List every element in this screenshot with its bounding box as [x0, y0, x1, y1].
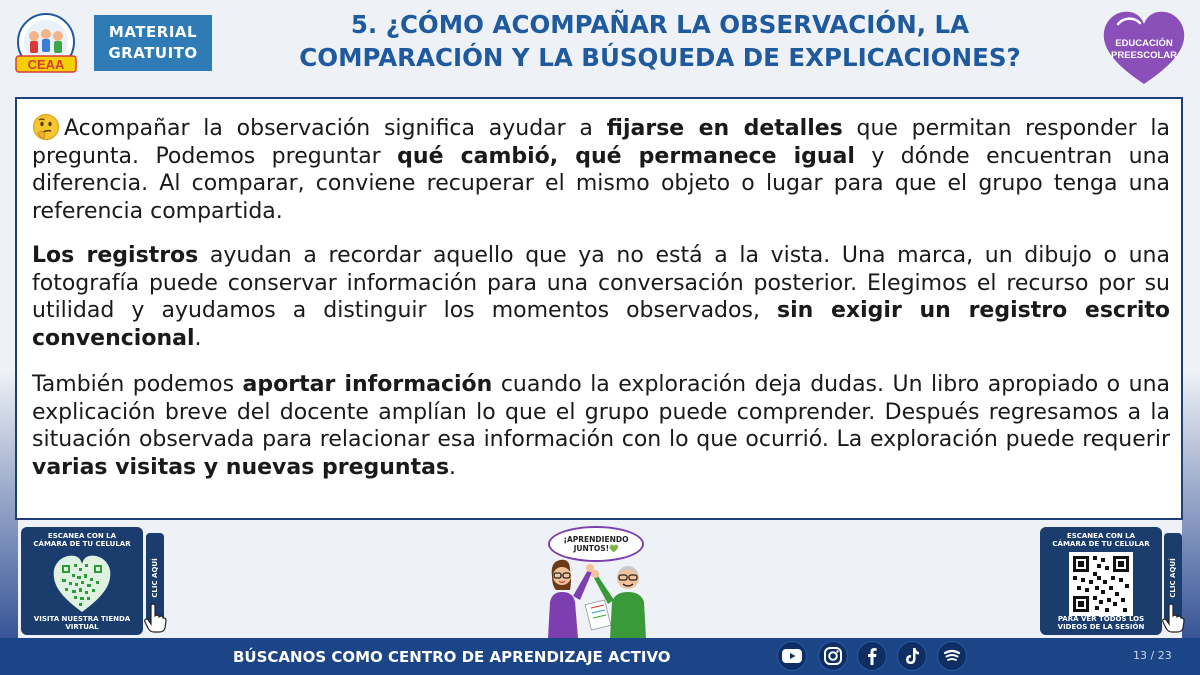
pointing-hand-icon	[1161, 603, 1185, 633]
text-run: ayudan a recordar aquello que ya no está a la vista. Una marca, un dibujo o una fotografía puede conservar información para una conversación posterior. Elegimos el recurso por su utilidad y ayudamos a distinguir los momentos observados,	[32, 243, 1170, 323]
tiktok-link[interactable]	[897, 641, 927, 671]
qr-left-bottom-line-2: VIRTUAL	[65, 623, 99, 631]
text-run: cuando la exploración deja dudas. Un libro apropiado o una explicación breve del docente amplían lo que el grupo puede comprender. Después regresamos a la situación observada para relacionar esa información con lo que ocurrió. La exploración puede requerir	[32, 372, 1171, 452]
qr-right-caption-top	[1044, 532, 1158, 548]
qr-left-top-line-1: ESCANEA CON LA	[47, 532, 117, 540]
thinking-face-icon	[32, 113, 60, 141]
ceaa-logo	[12, 12, 80, 76]
speech-line-1: ¡APRENDIENDO	[563, 535, 629, 544]
heart-qr-code[interactable]	[50, 552, 114, 616]
qr-left-caption-top	[25, 532, 139, 548]
free-material-badge	[94, 15, 212, 71]
heart-line-2: PREESCOLAR	[1111, 50, 1177, 61]
podcast-link[interactable]	[937, 641, 967, 671]
text-run: que permitan responder la pregunta. Podemos preguntar	[32, 116, 1170, 169]
store-qr-card[interactable]	[21, 527, 143, 635]
click-here-label: CLIC AQUÍ	[151, 558, 159, 598]
title-line-1: 5. ¿CÓMO ACOMPAÑAR LA OBSERVACIÓN, LA	[350, 10, 970, 39]
podcast-icon	[941, 645, 963, 667]
videos-qr-code[interactable]	[1069, 552, 1133, 616]
page-number: 13 / 23	[1133, 649, 1172, 662]
bold-phrase: varias visitas y nuevas preguntas	[32, 454, 450, 480]
speech-line-2: JUNTOS!💚	[573, 544, 619, 553]
instagram-link[interactable]	[818, 641, 848, 671]
youtube-icon	[781, 645, 803, 667]
paragraph-information	[32, 371, 1170, 481]
page-title	[230, 8, 1090, 74]
preschool-heart-badge	[1100, 8, 1188, 88]
content-card	[15, 97, 1183, 520]
qr-left-top-line-2: CÁMARA DE TU CELULAR	[33, 540, 131, 548]
text-run: .	[194, 325, 202, 351]
qr-right-top-line-1: ESCANEA CON LA	[1066, 532, 1136, 540]
paragraph-observation	[32, 113, 1170, 225]
heart-line-1: EDUCACIÓN	[1115, 38, 1173, 49]
text-run: .	[449, 454, 457, 480]
bold-phrase: sin exigir un registro escrito convencional	[32, 298, 1170, 351]
qr-left-bottom-line-1: VISITA NUESTRA TIENDA	[33, 615, 131, 623]
qr-right-top-line-2: CÁMARA DE TU CELULAR	[1052, 540, 1150, 548]
click-here-label: CLIC AQUÍ	[1169, 558, 1177, 598]
logo-text: CEAA	[27, 57, 65, 72]
facebook-link[interactable]	[857, 641, 887, 671]
text-run: También podemos	[32, 372, 243, 397]
instagram-icon	[822, 645, 844, 667]
text-run: Acompañar la observación significa ayudar a	[64, 116, 607, 141]
badge-line-2: GRATUITO	[108, 44, 198, 62]
teachers-illustration	[540, 556, 660, 638]
youtube-link[interactable]	[777, 641, 807, 671]
videos-qr-card[interactable]	[1040, 527, 1162, 635]
qr-right-bottom-line-2: VIDEOS DE LA SESIÓN	[1057, 623, 1145, 631]
footer-slogan: BÚSCANOS COMO CENTRO DE APRENDIZAJE ACTIVO	[233, 648, 671, 666]
paragraph-records	[32, 242, 1170, 352]
bold-phrase: aportar información	[242, 372, 493, 397]
tiktok-icon	[901, 645, 923, 667]
pointing-hand-icon	[143, 603, 167, 633]
bold-phrase: Los registros	[32, 243, 199, 268]
right-edge-decoration	[1182, 0, 1200, 675]
qr-right-bottom-line-1: PARA VER TODOS LOS	[1057, 615, 1145, 623]
bold-phrase: qué cambió, qué permanece igual	[397, 143, 855, 169]
qr-left-caption-bottom	[25, 615, 139, 631]
title-line-2: COMPARACIÓN Y LA BÚSQUEDA DE EXPLICACIONES?	[299, 43, 1021, 72]
bold-phrase: fijarse en detalles	[606, 116, 843, 141]
text-run: y dónde encuentran una diferencia. Al comparar, conviene recuperar el mismo objeto o lugar para que el grupo tenga una referencia compartida.	[32, 143, 1170, 224]
facebook-icon	[861, 645, 883, 667]
badge-line-1: MATERIAL	[108, 23, 198, 41]
qr-right-caption-bottom	[1044, 615, 1158, 631]
